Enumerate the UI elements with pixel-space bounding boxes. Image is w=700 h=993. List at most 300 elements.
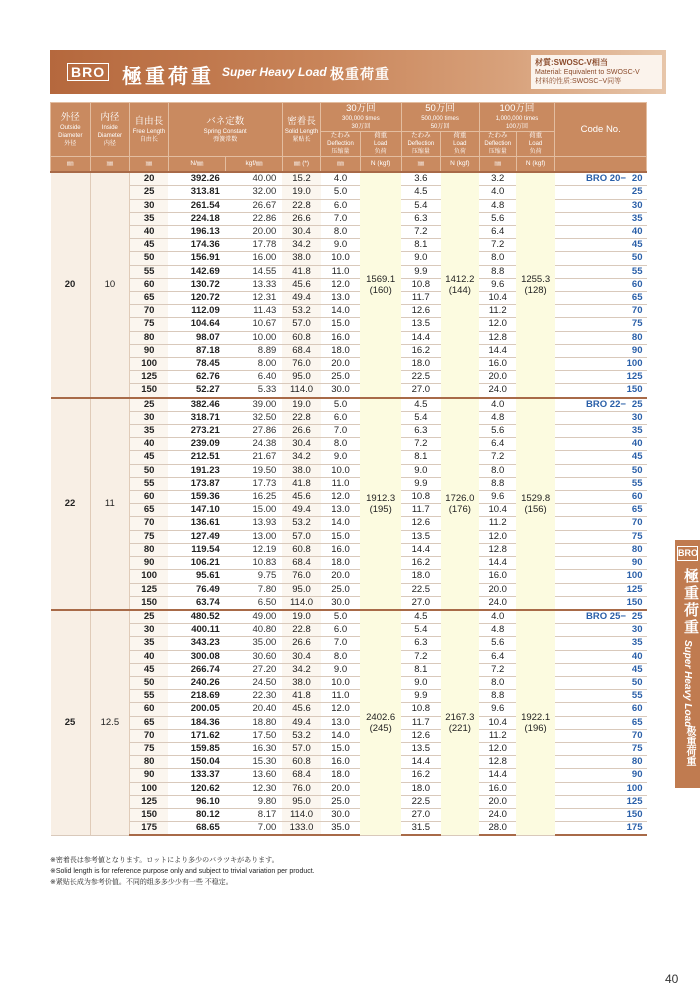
unit-sl: ㎜ (*) bbox=[282, 157, 320, 173]
spring-rate-kgf-cell: 32.00 bbox=[226, 186, 283, 199]
deflection-300k-cell: 10.0 bbox=[321, 676, 361, 689]
spring-rate-n-cell: 382.46 bbox=[168, 398, 226, 412]
deflection-500k-cell: 13.5 bbox=[401, 742, 441, 755]
table-row bbox=[51, 292, 647, 305]
deflection-300k-cell: 10.0 bbox=[321, 464, 361, 477]
spring-rate-kgf-cell: 14.55 bbox=[226, 265, 283, 278]
table-row bbox=[51, 596, 647, 610]
material-note bbox=[531, 55, 662, 89]
deflection-1m-cell: 10.4 bbox=[479, 292, 516, 305]
free-length-cell: 45 bbox=[130, 451, 168, 464]
deflection-500k-cell: 14.4 bbox=[401, 543, 441, 556]
load-1m-cell-kgf: (196) bbox=[524, 722, 547, 734]
load-500k-cell bbox=[441, 172, 479, 397]
solid-length-cell: 19.0 bbox=[282, 186, 320, 199]
code-number-cell: 75 bbox=[555, 318, 647, 331]
deflection-300k-cell: 25.0 bbox=[321, 795, 361, 808]
spring-rate-n-cell: 76.49 bbox=[168, 583, 226, 596]
load-1m-cell-n: 1255.3 bbox=[521, 273, 551, 285]
deflection-500k-cell: 7.2 bbox=[401, 226, 441, 239]
table-row bbox=[51, 398, 647, 412]
deflection-300k-cell: 6.0 bbox=[321, 199, 361, 212]
spring-rate-kgf-cell: 17.78 bbox=[226, 239, 283, 252]
solid-length-cell: 49.4 bbox=[282, 504, 320, 517]
table-row bbox=[51, 358, 647, 371]
spring-rate-kgf-cell: 40.80 bbox=[226, 624, 283, 637]
deflection-300k-cell: 18.0 bbox=[321, 769, 361, 782]
free-length-cell: 125 bbox=[130, 795, 168, 808]
code-number-cell: 90 bbox=[555, 557, 647, 570]
solid-length-cell: 76.0 bbox=[282, 570, 320, 583]
load-500k-cell-n: 1726.0 bbox=[445, 492, 475, 504]
solid-length-cell: 22.8 bbox=[282, 411, 320, 424]
spring-rate-n-cell: 147.10 bbox=[168, 504, 226, 517]
deflection-1m-cell: 14.4 bbox=[479, 557, 516, 570]
code-number-cell: 125 bbox=[555, 583, 647, 596]
solid-length-cell: 95.0 bbox=[282, 583, 320, 596]
deflection-1m-cell: 11.2 bbox=[479, 517, 516, 530]
code-number-cell: 50 bbox=[555, 464, 647, 477]
spring-rate-kgf-cell: 8.17 bbox=[226, 808, 283, 821]
free-length-cell: 25 bbox=[130, 610, 168, 624]
table-row bbox=[51, 411, 647, 424]
spring-rate-kgf-cell: 32.50 bbox=[226, 411, 283, 424]
col-life-500k: 50万回 500,000 times 50万回 bbox=[401, 103, 479, 132]
solid-length-cell: 19.0 bbox=[282, 610, 320, 624]
table-row bbox=[51, 438, 647, 451]
deflection-300k-cell: 20.0 bbox=[321, 570, 361, 583]
solid-length-cell: 34.2 bbox=[282, 663, 320, 676]
col-id: 内径 Inside Diameter 内径 bbox=[90, 103, 130, 157]
spring-rate-n-cell: 400.11 bbox=[168, 624, 226, 637]
spring-rate-kgf-cell: 9.75 bbox=[226, 570, 283, 583]
side-title-jp: 極重荷重 bbox=[682, 568, 699, 636]
spring-rate-kgf-cell: 27.86 bbox=[226, 425, 283, 438]
code-number-cell: 55 bbox=[555, 265, 647, 278]
deflection-1m-cell: 12.0 bbox=[479, 742, 516, 755]
deflection-500k-cell: 10.8 bbox=[401, 703, 441, 716]
free-length-cell: 70 bbox=[130, 305, 168, 318]
side-index-tab bbox=[675, 540, 700, 788]
solid-length-cell: 57.0 bbox=[282, 318, 320, 331]
deflection-500k-cell: 9.9 bbox=[401, 690, 441, 703]
inside-diameter-cell: 11 bbox=[90, 398, 130, 610]
code-number-cell: 90 bbox=[555, 769, 647, 782]
table-row bbox=[51, 384, 647, 398]
free-length-cell: 60 bbox=[130, 278, 168, 291]
spring-rate-kgf-cell: 12.19 bbox=[226, 543, 283, 556]
table-row bbox=[51, 822, 647, 836]
spring-rate-n-cell: 87.18 bbox=[168, 344, 226, 357]
solid-length-cell: 30.4 bbox=[282, 226, 320, 239]
deflection-300k-cell: 8.0 bbox=[321, 438, 361, 451]
code-number-cell: 35 bbox=[555, 212, 647, 225]
free-length-cell: 45 bbox=[130, 239, 168, 252]
table-row bbox=[51, 742, 647, 755]
spring-rate-n-cell: 78.45 bbox=[168, 358, 226, 371]
spring-rate-kgf-cell: 22.86 bbox=[226, 212, 283, 225]
solid-length-cell: 95.0 bbox=[282, 371, 320, 384]
spring-rate-kgf-cell: 12.30 bbox=[226, 782, 283, 795]
spring-rate-n-cell: 196.13 bbox=[168, 226, 226, 239]
table-row bbox=[51, 226, 647, 239]
code-number-cell: 45 bbox=[555, 239, 647, 252]
deflection-300k-cell: 5.0 bbox=[321, 398, 361, 412]
free-length-cell: 35 bbox=[130, 637, 168, 650]
deflection-500k-cell: 9.0 bbox=[401, 676, 441, 689]
spring-rate-kgf-cell: 15.30 bbox=[226, 756, 283, 769]
spring-rate-kgf-cell: 18.80 bbox=[226, 716, 283, 729]
free-length-cell: 70 bbox=[130, 517, 168, 530]
code-number-cell: 50 bbox=[555, 676, 647, 689]
deflection-500k-cell: 3.6 bbox=[401, 172, 441, 186]
table-row bbox=[51, 557, 647, 570]
solid-length-cell: 38.0 bbox=[282, 252, 320, 265]
spring-rate-n-cell: 96.10 bbox=[168, 795, 226, 808]
deflection-300k-cell: 30.0 bbox=[321, 384, 361, 398]
deflection-300k-cell: 8.0 bbox=[321, 650, 361, 663]
solid-length-cell: 57.0 bbox=[282, 742, 320, 755]
spring-rate-n-cell: 63.74 bbox=[168, 596, 226, 610]
deflection-500k-cell: 9.9 bbox=[401, 477, 441, 490]
code-number-cell: 70 bbox=[555, 305, 647, 318]
solid-length-cell: 68.4 bbox=[282, 557, 320, 570]
free-length-cell: 90 bbox=[130, 557, 168, 570]
unit-load-3: N (kgf) bbox=[516, 157, 554, 173]
code-number-cell: 150 bbox=[555, 384, 647, 398]
free-length-cell: 70 bbox=[130, 729, 168, 742]
deflection-300k-cell: 11.0 bbox=[321, 265, 361, 278]
side-series: BRO bbox=[677, 546, 698, 561]
deflection-300k-cell: 8.0 bbox=[321, 226, 361, 239]
deflection-500k-cell: 14.4 bbox=[401, 756, 441, 769]
code-number-cell: 90 bbox=[555, 344, 647, 357]
code-number-cell: 80 bbox=[555, 543, 647, 556]
deflection-300k-cell: 5.0 bbox=[321, 186, 361, 199]
free-length-cell: 55 bbox=[130, 477, 168, 490]
free-length-cell: 80 bbox=[130, 543, 168, 556]
deflection-1m-cell: 9.6 bbox=[479, 491, 516, 504]
title-jp: 極重荷重 bbox=[122, 66, 214, 88]
solid-length-cell: 49.4 bbox=[282, 292, 320, 305]
code-number-cell: 75 bbox=[555, 742, 647, 755]
deflection-300k-cell: 16.0 bbox=[321, 331, 361, 344]
spring-rate-kgf-cell: 24.50 bbox=[226, 676, 283, 689]
deflection-500k-cell: 27.0 bbox=[401, 596, 441, 610]
deflection-300k-cell: 25.0 bbox=[321, 371, 361, 384]
spring-rate-n-cell: 300.08 bbox=[168, 650, 226, 663]
deflection-500k-cell: 18.0 bbox=[401, 782, 441, 795]
code-number-cell: 55 bbox=[555, 477, 647, 490]
deflection-500k-cell: 12.6 bbox=[401, 517, 441, 530]
deflection-1m-cell: 4.0 bbox=[479, 186, 516, 199]
deflection-300k-cell: 13.0 bbox=[321, 716, 361, 729]
solid-length-cell: 60.8 bbox=[282, 756, 320, 769]
code-number-cell: 60 bbox=[555, 491, 647, 504]
code-number-cell: 45 bbox=[555, 451, 647, 464]
solid-length-cell: 114.0 bbox=[282, 808, 320, 821]
free-length-cell: 75 bbox=[130, 742, 168, 755]
deflection-1m-cell: 7.2 bbox=[479, 451, 516, 464]
col-code: Code No. bbox=[555, 103, 647, 157]
code-number-cell: 175 bbox=[555, 822, 647, 836]
spring-rate-kgf-cell: 27.20 bbox=[226, 663, 283, 676]
table-row bbox=[51, 425, 647, 438]
note-en: ※Solid length is for reference purpose only and subject to trivial variation per product. bbox=[50, 868, 315, 875]
table-row bbox=[51, 371, 647, 384]
table-row bbox=[51, 331, 647, 344]
deflection-500k-cell: 8.1 bbox=[401, 451, 441, 464]
spring-rate-n-cell: 239.09 bbox=[168, 438, 226, 451]
table-row bbox=[51, 278, 647, 291]
spring-rate-n-cell: 159.36 bbox=[168, 491, 226, 504]
code-number-cell: 55 bbox=[555, 690, 647, 703]
spring-rate-kgf-cell: 20.00 bbox=[226, 226, 283, 239]
spring-rate-n-cell: 173.87 bbox=[168, 477, 226, 490]
deflection-1m-cell: 24.0 bbox=[479, 384, 516, 398]
load-1m-cell bbox=[516, 398, 554, 610]
spring-rate-kgf-cell: 40.00 bbox=[226, 172, 283, 186]
code-number-cell: 100 bbox=[555, 358, 647, 371]
free-length-cell: 50 bbox=[130, 464, 168, 477]
deflection-1m-cell: 11.2 bbox=[479, 729, 516, 742]
load-1m-cell-kgf: (156) bbox=[524, 503, 547, 515]
spring-rate-n-cell: 120.72 bbox=[168, 292, 226, 305]
spring-rate-kgf-cell: 11.43 bbox=[226, 305, 283, 318]
solid-length-cell: 41.8 bbox=[282, 690, 320, 703]
table-row bbox=[51, 451, 647, 464]
deflection-1m-cell: 16.0 bbox=[479, 570, 516, 583]
title-cn: 极重荷重 bbox=[330, 66, 390, 82]
deflection-500k-cell: 18.0 bbox=[401, 358, 441, 371]
spring-rate-n-cell: 130.72 bbox=[168, 278, 226, 291]
spring-rate-kgf-cell: 21.67 bbox=[226, 451, 283, 464]
deflection-300k-cell: 6.0 bbox=[321, 411, 361, 424]
deflection-1m-cell: 20.0 bbox=[479, 583, 516, 596]
solid-length-cell: 22.8 bbox=[282, 624, 320, 637]
solid-length-cell: 38.0 bbox=[282, 464, 320, 477]
deflection-500k-cell: 27.0 bbox=[401, 808, 441, 821]
page-number: 40 bbox=[665, 972, 679, 986]
table-row bbox=[51, 624, 647, 637]
deflection-500k-cell: 10.8 bbox=[401, 278, 441, 291]
load-1m-cell bbox=[516, 610, 554, 835]
solid-length-cell: 26.6 bbox=[282, 637, 320, 650]
deflection-500k-cell: 4.5 bbox=[401, 186, 441, 199]
deflection-500k-cell: 4.5 bbox=[401, 398, 441, 412]
load-300k-cell bbox=[360, 610, 401, 835]
deflection-300k-cell: 11.0 bbox=[321, 690, 361, 703]
deflection-300k-cell: 14.0 bbox=[321, 305, 361, 318]
spring-rate-n-cell: 273.21 bbox=[168, 425, 226, 438]
deflection-500k-cell: 16.2 bbox=[401, 769, 441, 782]
note-jp: ※密着長は参考値となります。ロットにより多少のバラツキがあります。 bbox=[50, 857, 279, 864]
spring-rate-kgf-cell: 17.73 bbox=[226, 477, 283, 490]
table-row bbox=[51, 650, 647, 663]
load-1m-cell-n: 1529.8 bbox=[521, 492, 551, 504]
deflection-300k-cell: 14.0 bbox=[321, 517, 361, 530]
table-row bbox=[51, 716, 647, 729]
col-defl-3: たわみ Deflection 压缩量 bbox=[479, 132, 516, 157]
spring-rate-kgf-cell: 15.00 bbox=[226, 504, 283, 517]
table-row bbox=[51, 808, 647, 821]
spring-rate-kgf-cell: 19.50 bbox=[226, 464, 283, 477]
side-title-cn: 极重荷重 bbox=[684, 726, 695, 766]
spring-rate-n-cell: 142.69 bbox=[168, 265, 226, 278]
deflection-500k-cell: 4.5 bbox=[401, 610, 441, 624]
table-row bbox=[51, 186, 647, 199]
free-length-cell: 80 bbox=[130, 331, 168, 344]
deflection-1m-cell: 24.0 bbox=[479, 596, 516, 610]
deflection-500k-cell: 16.2 bbox=[401, 344, 441, 357]
deflection-300k-cell: 18.0 bbox=[321, 344, 361, 357]
col-load-2: 荷重 Load 负荷 bbox=[441, 132, 479, 157]
load-1m-cell-kgf: (128) bbox=[524, 284, 547, 296]
spring-rate-n-cell: 112.09 bbox=[168, 305, 226, 318]
free-length-cell: 60 bbox=[130, 703, 168, 716]
solid-length-cell: 49.4 bbox=[282, 716, 320, 729]
unit-load-2: N (kgf) bbox=[441, 157, 479, 173]
free-length-cell: 175 bbox=[130, 822, 168, 836]
free-length-cell: 50 bbox=[130, 252, 168, 265]
table-row bbox=[51, 477, 647, 490]
free-length-cell: 55 bbox=[130, 690, 168, 703]
code-number-cell: 30 bbox=[555, 624, 647, 637]
deflection-300k-cell: 14.0 bbox=[321, 729, 361, 742]
col-defl-2: たわみ Deflection 压缩量 bbox=[401, 132, 441, 157]
inside-diameter-cell: 12.5 bbox=[90, 610, 130, 835]
spring-rate-n-cell: 104.64 bbox=[168, 318, 226, 331]
deflection-500k-cell: 9.9 bbox=[401, 265, 441, 278]
free-length-cell: 55 bbox=[130, 265, 168, 278]
deflection-500k-cell: 11.7 bbox=[401, 292, 441, 305]
code-number-cell: 35 bbox=[555, 637, 647, 650]
code-prefix: BRO 25− bbox=[586, 610, 626, 622]
free-length-cell: 65 bbox=[130, 292, 168, 305]
code-number-cell: 40 bbox=[555, 650, 647, 663]
spring-rate-kgf-cell: 10.00 bbox=[226, 331, 283, 344]
free-length-cell: 75 bbox=[130, 530, 168, 543]
spring-rate-kgf-cell: 26.67 bbox=[226, 199, 283, 212]
code-number-cell: 75 bbox=[555, 530, 647, 543]
deflection-300k-cell: 20.0 bbox=[321, 358, 361, 371]
table-row bbox=[51, 543, 647, 556]
solid-length-cell: 53.2 bbox=[282, 729, 320, 742]
material-en: Material: Equivalent to SWOSC-V bbox=[535, 68, 640, 76]
deflection-500k-cell: 7.2 bbox=[401, 650, 441, 663]
deflection-300k-cell: 6.0 bbox=[321, 624, 361, 637]
deflection-300k-cell: 15.0 bbox=[321, 742, 361, 755]
deflection-1m-cell: 4.8 bbox=[479, 411, 516, 424]
deflection-300k-cell: 35.0 bbox=[321, 822, 361, 836]
deflection-1m-cell: 5.6 bbox=[479, 212, 516, 225]
col-life-300k: 30万回 300,000 times 30万回 bbox=[321, 103, 401, 132]
code-number-cell: 50 bbox=[555, 252, 647, 265]
spring-rate-kgf-cell: 16.30 bbox=[226, 742, 283, 755]
deflection-1m-cell: 5.6 bbox=[479, 637, 516, 650]
spring-rate-n-cell: 52.27 bbox=[168, 384, 226, 398]
spring-rate-kgf-cell: 17.50 bbox=[226, 729, 283, 742]
deflection-1m-cell: 24.0 bbox=[479, 808, 516, 821]
free-length-cell: 80 bbox=[130, 756, 168, 769]
table-row bbox=[51, 239, 647, 252]
code-number-cell: 150 bbox=[555, 596, 647, 610]
spring-rate-n-cell: 318.71 bbox=[168, 411, 226, 424]
free-length-cell: 30 bbox=[130, 411, 168, 424]
load-300k-cell-kgf: (195) bbox=[369, 503, 392, 515]
deflection-1m-cell: 20.0 bbox=[479, 371, 516, 384]
code-number-cell: 60 bbox=[555, 703, 647, 716]
deflection-500k-cell: 6.3 bbox=[401, 637, 441, 650]
solid-length-cell: 26.6 bbox=[282, 425, 320, 438]
solid-length-cell: 76.0 bbox=[282, 782, 320, 795]
outside-diameter-cell: 20 bbox=[51, 172, 91, 397]
free-length-cell: 40 bbox=[130, 650, 168, 663]
deflection-500k-cell: 9.0 bbox=[401, 252, 441, 265]
solid-length-cell: 53.2 bbox=[282, 305, 320, 318]
deflection-1m-cell: 8.8 bbox=[479, 690, 516, 703]
deflection-300k-cell: 9.0 bbox=[321, 239, 361, 252]
spring-rate-n-cell: 184.36 bbox=[168, 716, 226, 729]
solid-length-cell: 15.2 bbox=[282, 172, 320, 186]
spring-rate-kgf-cell: 7.00 bbox=[226, 822, 283, 836]
col-load-1: 荷重 Load 负荷 bbox=[360, 132, 401, 157]
spring-rate-kgf-cell: 20.40 bbox=[226, 703, 283, 716]
solid-length-cell: 41.8 bbox=[282, 265, 320, 278]
spring-rate-kgf-cell: 7.80 bbox=[226, 583, 283, 596]
deflection-300k-cell: 12.0 bbox=[321, 491, 361, 504]
spring-rate-kgf-cell: 8.89 bbox=[226, 344, 283, 357]
load-300k-cell-n: 1912.3 bbox=[366, 492, 396, 504]
deflection-500k-cell: 11.7 bbox=[401, 504, 441, 517]
free-length-cell: 150 bbox=[130, 596, 168, 610]
free-length-cell: 25 bbox=[130, 398, 168, 412]
deflection-500k-cell: 5.4 bbox=[401, 624, 441, 637]
code-suffix: 25 bbox=[631, 398, 643, 410]
deflection-1m-cell: 12.8 bbox=[479, 331, 516, 344]
deflection-300k-cell: 9.0 bbox=[321, 663, 361, 676]
free-length-cell: 45 bbox=[130, 663, 168, 676]
deflection-500k-cell: 6.3 bbox=[401, 425, 441, 438]
deflection-500k-cell: 7.2 bbox=[401, 438, 441, 451]
solid-length-cell: 53.2 bbox=[282, 517, 320, 530]
free-length-cell: 40 bbox=[130, 438, 168, 451]
spring-rate-n-cell: 127.49 bbox=[168, 530, 226, 543]
code-prefix: BRO 20− bbox=[586, 173, 626, 185]
col-sl: 密着長 Solid Length 紧贴长 bbox=[282, 103, 320, 157]
spring-rate-n-cell: 480.52 bbox=[168, 610, 226, 624]
deflection-300k-cell: 30.0 bbox=[321, 808, 361, 821]
table-row bbox=[51, 344, 647, 357]
spring-rate-kgf-cell: 16.00 bbox=[226, 252, 283, 265]
solid-length-cell: 68.4 bbox=[282, 344, 320, 357]
spring-rate-n-cell: 106.21 bbox=[168, 557, 226, 570]
deflection-500k-cell: 5.4 bbox=[401, 199, 441, 212]
solid-length-cell: 41.8 bbox=[282, 477, 320, 490]
unit-defl-3: ㎜ bbox=[479, 157, 516, 173]
table-row bbox=[51, 769, 647, 782]
table-row bbox=[51, 703, 647, 716]
table-row bbox=[51, 199, 647, 212]
title-en: Super Heavy Load bbox=[222, 65, 327, 79]
outside-diameter-cell: 22 bbox=[51, 398, 91, 610]
deflection-1m-cell: 10.4 bbox=[479, 716, 516, 729]
spring-rate-n-cell: 150.04 bbox=[168, 756, 226, 769]
spring-rate-n-cell: 313.81 bbox=[168, 186, 226, 199]
unit-fl: ㎜ bbox=[130, 157, 168, 173]
solid-length-cell: 45.6 bbox=[282, 703, 320, 716]
spring-rate-n-cell: 200.05 bbox=[168, 703, 226, 716]
